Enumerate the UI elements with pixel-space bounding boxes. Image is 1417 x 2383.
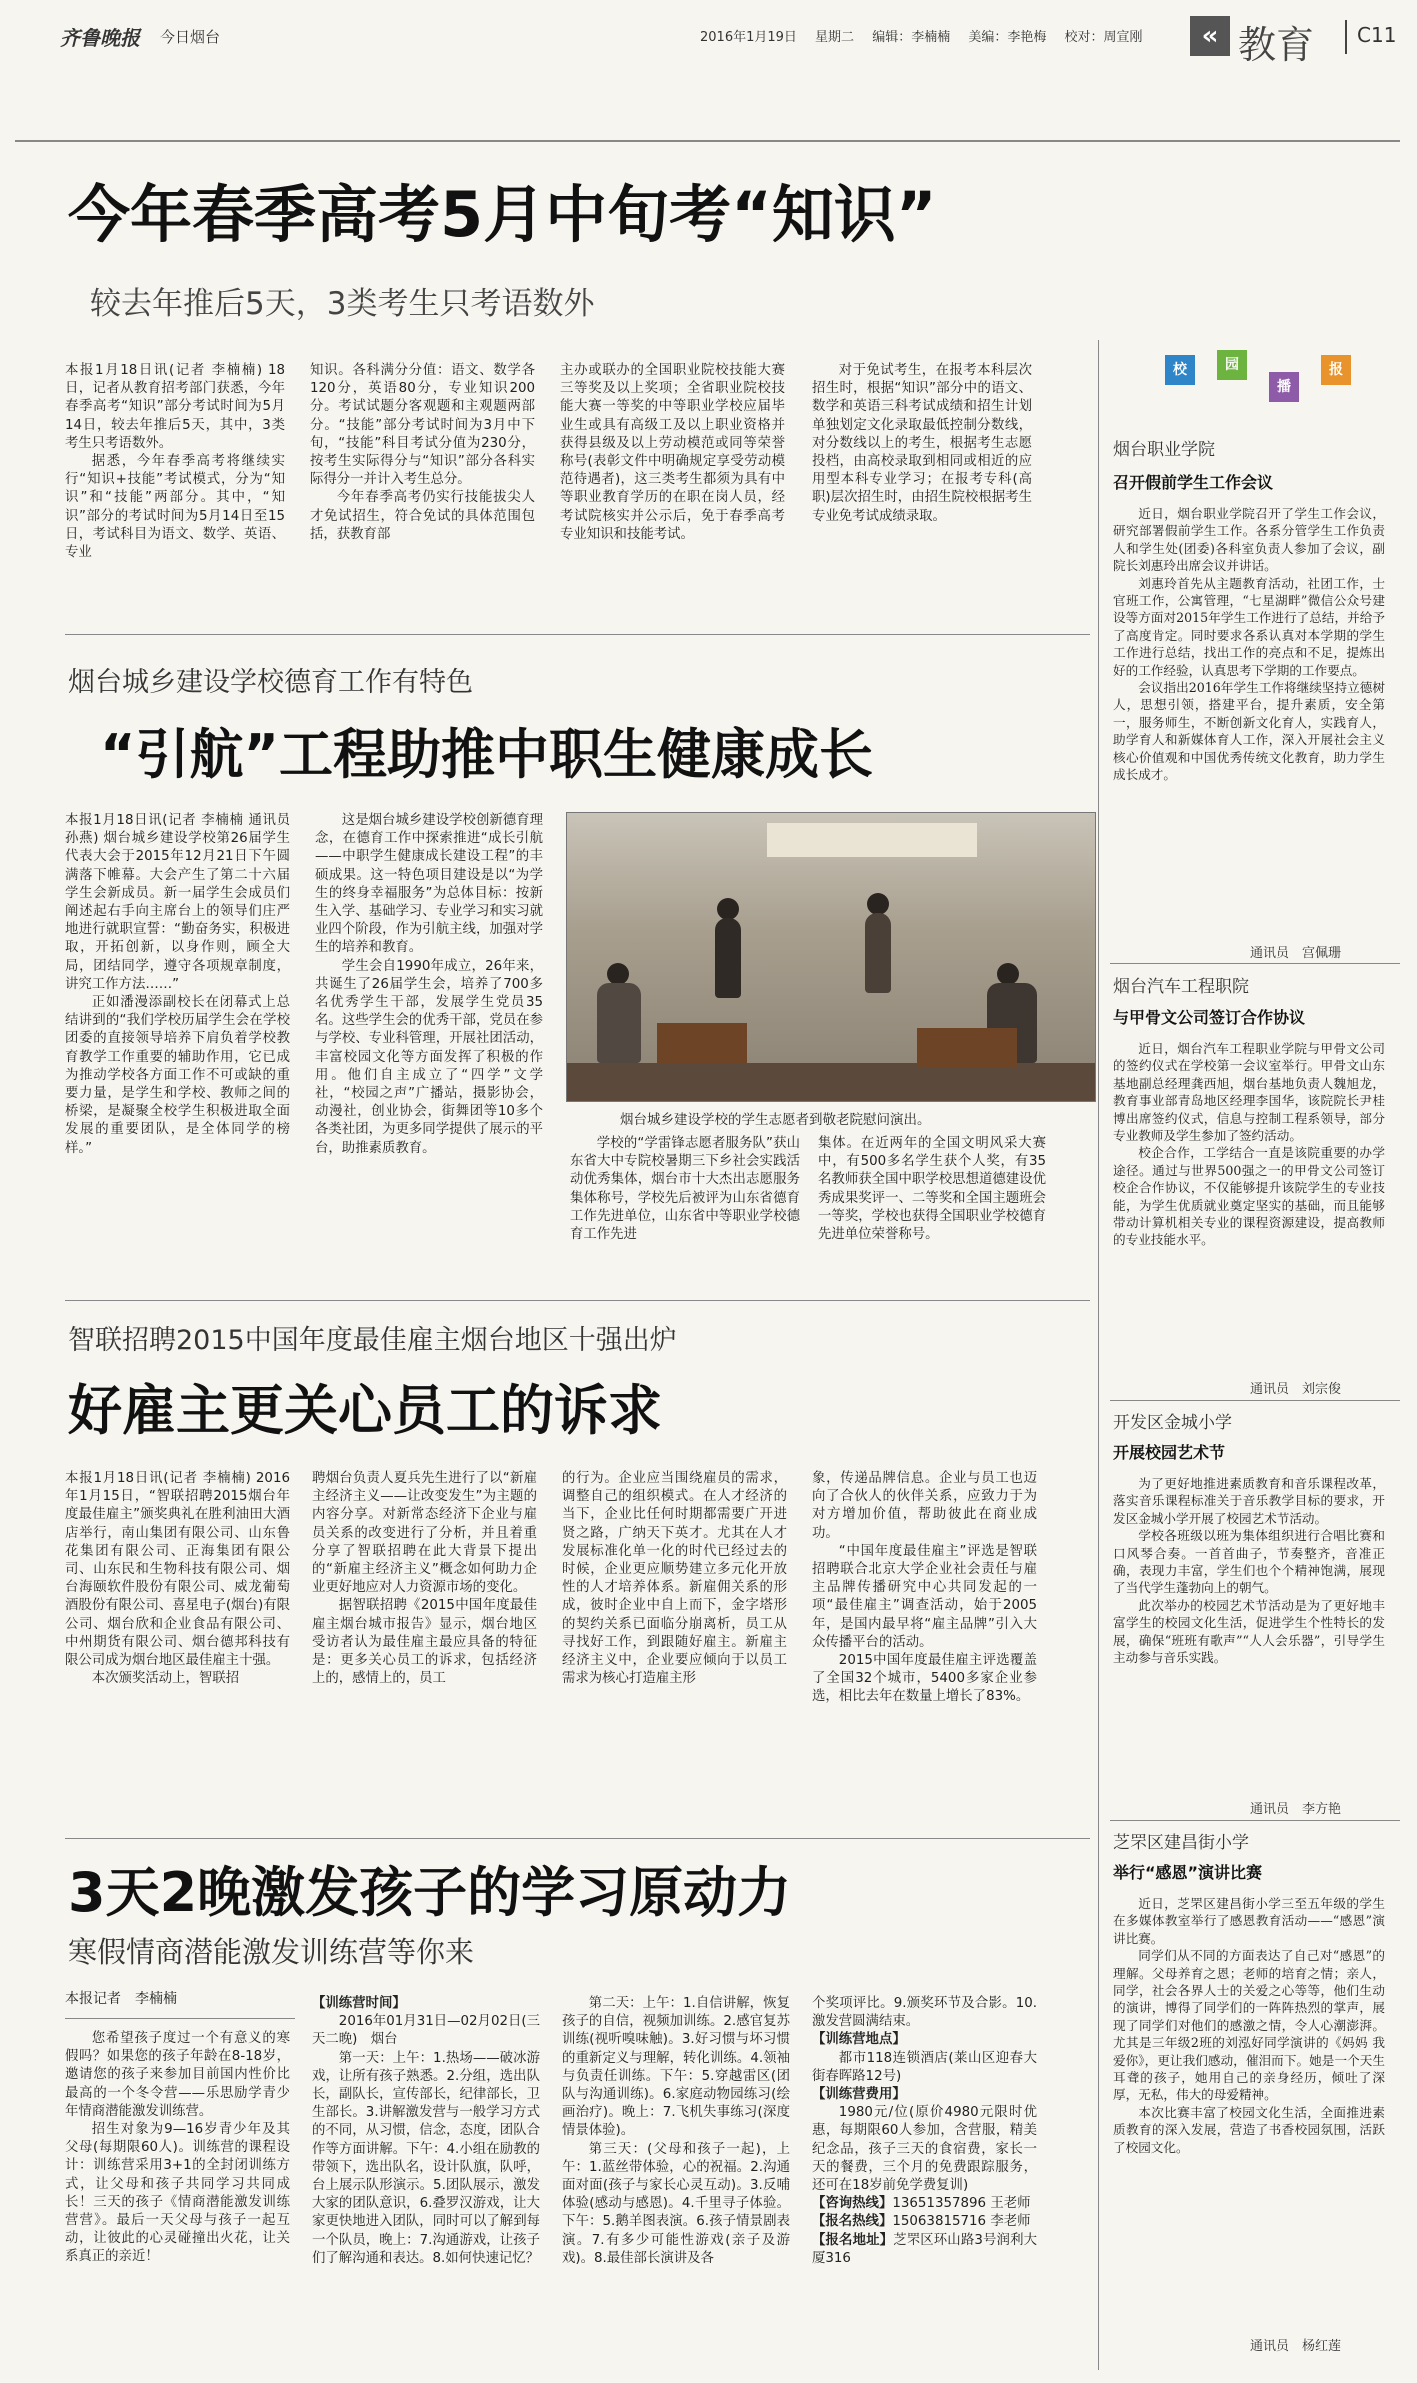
sidebar-item1-title: 与甲骨文公司签订合作协议: [1113, 1008, 1306, 1027]
sidebar-item3-p3: 本次比赛丰富了校园文化生活，全面推进素质教育的深入发展，营造了书香校园氛围，活跃了校园文化。: [1113, 2104, 1385, 2155]
designer-credit: 美编：李艳梅: [968, 30, 1047, 45]
article4-col3-day3: 第三天：(父母和孩子一起)，上午：1.蓝丝带体验，心的祝福。2.沟通面对面(孩子与家长心灵互动)。3.反哺体验(感动与感恩)。4.千里寻子体验。下午：5.鹅羊图表演。6.孩子情景剧表演。7.有多少可能性游戏(亲子及游戏)。8.最佳部长演讲及各: [562, 2141, 790, 2266]
label-camp-fee: 【训练营费用】: [812, 2087, 906, 2103]
sidebar-item2-school: 开发区金城小学: [1113, 1413, 1232, 1433]
sidebar-divider: [1110, 1400, 1400, 1401]
article3-kicker: 智联招聘2015中国年度最佳雇主烟台地区十强出炉: [68, 1325, 677, 1356]
article1-subhead: 较去年推后5天，3类考生只考语数外: [90, 286, 595, 322]
photo-figure: [597, 983, 641, 1063]
article3-col4-p3: 2015中国年度最佳雇主评选覆盖了全国32个城市，5400多家企业参选，相比去年在数量上增长了83%。: [812, 1653, 1037, 1705]
section-name: 今日烟台: [160, 28, 221, 46]
sidebar-item3-school: 芝罘区建昌街小学: [1113, 1833, 1249, 1853]
article1-col2-p2: 今年春季高考仍实行技能拔尖人才免试招生，符合免试的具体范围包括，获教育部: [310, 490, 535, 542]
article4-subhead: 寒假情商潜能激发训练营等你来: [68, 1935, 475, 1969]
article4-byline-box: [65, 1990, 295, 2012]
article2-photo: [566, 812, 1096, 1102]
sidebar-item0-p1: 近日，烟台职业学院召开了学生工作会议，研究部署假前学生工作。各系分管学生工作负责人和学生处(团委)各科室负责人参加了会议，副院长刘惠玲出席会议并讲话。: [1113, 506, 1385, 574]
paper-logo: 齐鲁晚报: [60, 26, 140, 50]
sidebar-item1-p1: 近日，烟台汽车工程职业学院与甲骨文公司的签约仪式在学校第一会议室举行。甲骨文山东基地副总经理龚西旭，烟台基地负责人魏旭龙，教育事业部青岛地区经理李国华，该院院长尹桂博出席签约仪式，信息与控制工程系领导，部分专业教师及学生参加了签约活动。: [1113, 1041, 1385, 1144]
signup-value: 15063815716 李老师: [892, 2214, 1031, 2230]
sidebar-item2-p1: 为了更好地推进素质教育和音乐课程改革，落实音乐课程标准关于音乐教学目标的要求，开发区金城小学开展了校园艺术节活动。: [1113, 1476, 1385, 1526]
article4-col2-time: 2016年01月31日—02月02日(三天二晚) 烟台: [312, 2014, 540, 2048]
article4-col2: [312, 1995, 540, 2370]
article2-col4: [818, 1135, 1046, 1285]
sidebar-item3-title: 举行“感恩”演讲比赛: [1113, 1863, 1263, 1882]
article3-headline: 好雇主更关心员工的诉求: [68, 1379, 662, 1442]
sidebar-item3-reporter: 通讯员 杨红莲: [1250, 2339, 1342, 2354]
section-title: 教育: [1238, 23, 1315, 67]
label-address: 【报名地址】: [812, 2232, 894, 2248]
sidebar-item3-p2: 同学们从不同的方面表达了自己对“感恩”的理解。父母养育之恩；老师的培育之情；亲人，同学，社会各界人士的关爱之心等等，他们生动的演讲，博得了同学们的一阵阵热烈的掌声，展现了同学们对他们的感激之情，令人心潮澎湃。尤其是三年级2班的刘泓好同学演讲的《妈妈 我爱你》，更让我们感动，催泪而下。她是一个天生耳聋的孩子，她用自己的亲身经历，倾吐了深厚，无私，伟大的母爱精神。: [1113, 1948, 1385, 2103]
photo-figure-head: [607, 963, 629, 985]
photo-figure: [865, 913, 891, 993]
article3-col2-p1: 聘烟台负责人夏兵先生进行了以“新雇主经济主义——让改变发生”为主题的内容分享。对新常态经济下企业与雇员关系的改变进行了分析，并且着重分享了智联招聘在此大背景下提出的“新雇主经济主义”概念如何助力企业更好地应对人力资源市场的变化。: [312, 1471, 537, 1596]
article1-col2-p1: 知识。各科满分分值：语文、数学各120分，英语80分，专业知识200分。考试试题分客观题和主观题两部分。“技能”部分考试时间为3月中下旬，“技能”科目考试分值为230分，按考生实际得分与“知识”部分各科实际得分一并计入考生总分。: [310, 363, 535, 488]
article1-col3-p1: 主办或联办的全国职业院校技能大赛三等奖及以上奖项；全省职业院校技能大赛一等奖的中等职业学校应届毕业生或具有高级工及以上职业资格并获得县级及以上劳动模范或同等荣誉称号(表彰文件中明确规定享受劳动模范待遇者)，这三类考生都须为具有中等职业教育学历的在职在岗人员，经考试院核实并公示后，免于春季高考专业知识和技能考试。: [560, 363, 785, 542]
sidebar-item2-p2: 学校各班级以班为集体组织进行合唱比赛和口风琴合奏。一首首曲子，节奏整齐，音准正确，表现力丰富，学生们也个个精神饱满，展现了当代学生蓬勃向上的朝气。: [1113, 1528, 1385, 1596]
sidebar-item3-p1: 近日，芝罘区建昌街小学三至五年级的学生在多媒体教室举行了感恩教育活动——“感恩”演讲比赛。: [1113, 1896, 1385, 1946]
article3-col4-p1: 象，传递品牌信息。企业与员工也迈向了合伙人的伙伴关系，应致力于为对方增加价值，帮助彼此在商业成功。: [812, 1471, 1037, 1541]
article4-col4: [812, 1995, 1037, 2370]
article2-col3: [570, 1135, 800, 1285]
article3-col2: [312, 1470, 537, 1850]
article4-col4-place: 都市118连锁酒店(莱山区迎春大街春晖路12号): [812, 2050, 1037, 2084]
divider-2: [65, 1300, 1090, 1301]
article3-col3-p1: 的行为。企业应当围绕雇员的需求，调整自己的组织模式。在人才经济的当下，企业比任何时期都需要广开进贤之路，广纳天下英才。尤其在人才发展标准化单一化的时代已经过去的时候，企业更应顺势建立多元化开放性的人才培养体系。新雇佣关系的形成，彼时企业中自上而下，金字塔形的契约关系已面临分崩离析，员工从寻找好工作，到跟随好雇主。新雇主经济主义中，企业要应倾向于以员工需求为核心打造雇主形: [562, 1471, 787, 1687]
sidebar-item1-body: [1113, 1040, 1385, 1375]
divider-1: [65, 634, 1090, 635]
sidebar-item2-p3: 此次举办的校园艺术节活动是为了更好地丰富学生的校园文化生活，促进学生个性特长的发展，确保“班班有歌声”“人人会乐器”，引导学生主动参与音乐实践。: [1113, 1597, 1385, 1666]
photo-figure-head: [717, 898, 739, 920]
top-rule: [15, 140, 1400, 142]
label-camp-place: 【训练营地点】: [812, 2032, 906, 2048]
article1-headline: 今年春季高考5月中旬考“知识”: [68, 178, 937, 251]
photo-chair: [657, 1023, 747, 1063]
article3-col1: [65, 1470, 290, 1850]
sidebar-item1-reporter: 通讯员 刘宗俊: [1250, 1382, 1342, 1397]
label-camp-time: 【训练营时间】: [312, 1996, 406, 2011]
article2-col2-p2: 学生会自1990年成立，26年来，共诞生了26届学生会，培养了700多名优秀学生干部，发展学生党员35名。这些学生会的优秀干部，党员在参与学校、专业科管理，开展社团活动，丰富校园文化等方面发挥了积极的作用。他们自主成立了“四学”文学社，“校园之声”广播站，摄影协会，动漫社，创业协会，街舞团等10多个各类社团，为更多同学提供了展示的平台，助推素质教育。: [315, 958, 543, 1156]
article1-col1-p1: 本报1月18日讯(记者 李楠楠) 18日，记者从教育招考部门获悉，今年春季高考“知识”部分考试时间为5月14日，较去年推后5天，其中，3类考生只考语数外。: [65, 363, 285, 451]
sidebar-item2-title: 开展校园艺术节: [1113, 1443, 1226, 1462]
article1-col2: [310, 362, 535, 612]
article1-col3: [560, 362, 785, 612]
chevron-left-icon: «: [1190, 16, 1230, 56]
article2-kicker: 烟台城乡建设学校德育工作有特色: [68, 667, 473, 698]
article4-col4-p1: 个奖项评比。9.颁奖环节及合影。10.激发营圆满结束。: [812, 1996, 1037, 2030]
badge-xiao: 校: [1165, 355, 1195, 385]
article3-col1-p1: 本报1月18日讯(记者 李楠楠) 2016年1月15日，“智联招聘2015烟台年度最佳雇主”颁奖典礼在胜利油田大酒店举行，南山集团有限公司、山东鲁花集团有限公司、正海集团有限公司、山东民和生物科技有限公司、烟台海颐软件股份有限公司、威龙葡萄酒股份有限公司、喜星电子(烟台)有限公司、烟台欣和企业食品有限公司、中州期货有限公司、烟台德邦科技有限公司成为烟台地区最佳雇主十强。: [65, 1471, 290, 1669]
article2-col4-p1: 集体。在近两年的全国文明风采大赛中，有500多名学生获个人奖，有35名教师获全国中职学校思想道德建设优秀成果奖评一、二等奖和全国主题班会一等奖，学校也获得全国职业学校德育先进单位荣誉称号。: [818, 1136, 1046, 1243]
sidebar-item3-body: [1113, 1895, 1385, 2325]
page-number: C11: [1345, 20, 1396, 54]
photo-chair: [917, 1028, 1017, 1068]
article3-col1-p2: 本次颁奖活动上，智联招: [91, 1671, 240, 1687]
article2-photo-caption: 烟台城乡建设学校的学生志愿者到敬老院慰问演出。: [620, 1112, 931, 1128]
sidebar-item0-title: 召开假前学生工作会议: [1113, 473, 1274, 492]
photo-figure-head: [997, 963, 1019, 985]
article4-col1-p1: 您希望孩子度过一个有意义的寒假吗？如果您的孩子年龄在8-18岁，邀请您的孩子来参加目前国内性价比最高的一个冬令营——乐思励学青少年情商潜能激发训练营。: [65, 2031, 290, 2119]
photo-foreground: [567, 1063, 1096, 1102]
editor-credit: 编辑：李楠楠: [872, 30, 951, 45]
article2-headline: “引航”工程助推中职生健康成长: [100, 723, 873, 786]
article1-col4: [812, 362, 1032, 612]
article2-col3-p1: 学校的“学雷锋志愿者服务队”获山东省大中专院校暑期三下乡社会实践活动优秀集体，烟台市十大杰出志愿服务集体称号，学校先后被评为山东省德育工作先进单位，山东省中等职业学校德育工作先进: [570, 1136, 800, 1243]
article4-col2-day1: 第一天：上午：1.热场——破冰游戏，让所有孩子熟悉。2.分组，选出队长，副队长，宣传部长，纪律部长，卫生部长。3.讲解激发营与一般学习方式的不同，从习惯，信念，态度，团队合作等方面讲解。下午：4.小组在励教的带领下，选出队名，设计队旗，队呼，台上展示队形演示。5.团队展示，激发大家的团队意识，6.叠罗汉游戏，让大家更快地进入团队，同时可以了解到每一个队员，晚上：7.沟通游戏，让孩子们了解沟通和表达。8.如何快速记忆？: [312, 2050, 540, 2266]
label-signup: 【报名热线】: [812, 2214, 893, 2230]
sidebar-item0-body: [1113, 505, 1385, 935]
sidebar-item0-reporter: 通讯员 宫佩珊: [1250, 946, 1342, 961]
article2-col1-p1: 本报1月18日讯(记者 李楠楠 通讯员 孙燕) 烟台城乡建设学校第26届学生代表大会于2015年12月21日下午圆满落下帷幕。大会产生了第二十六届学生会新成员。新一届学生会成员们阐述起右手向主席台上的领导们庄严地进行就职宣誓：“勤奋务实，积极进取，开拓创新，以身作则，顾全大局，团结同学，遵守各项规章制度，讲究工作方法……”: [65, 813, 290, 992]
article4-col4-fee: 1980元/位(原价4980元限时优惠，每期限60人参加，含营服，精美纪念品，孩子三天的食宿费，家长一天的餐费，三个月的免费跟踪服务，还可在18岁前免学费复训): [812, 2105, 1037, 2194]
article1-col1: [65, 362, 285, 612]
sidebar-badges: [1165, 350, 1365, 410]
article3-col4-p2: “中国年度最佳雇主”评选是智联招聘联合北京大学企业社会责任与雇主品牌传播研究中心共同发起的一项“最佳雇主”调查活动，始于2005年，是国内最早将“雇主品牌”引入大众传播平台的活动。: [812, 1543, 1037, 1650]
article4-col3: [562, 1995, 790, 2370]
photo-figure-head: [867, 893, 889, 915]
article4-headline: 3天2晚激发孩子的学习原动力: [68, 1861, 792, 1924]
article2-col1-p2: 正如潘漫添副校长在闭幕式上总结讲到的“我们学校历届学生会在学校团委的直接领导培养下肩负着学校教育教学工作重要的辅助作用，它已成为推动学校各方面工作不可或缺的重要力量，是学生和学校、教师之间的桥梁，是凝聚全校学生积极进取全面发展的重要团队，是全体同学的榜样。”: [65, 995, 290, 1156]
photo-banner: [767, 823, 977, 857]
sidebar-rule: [1098, 340, 1099, 2370]
article4-byline: 本报记者 李楠楠: [65, 1991, 177, 2007]
address-value: 芝罘区环山路3号润利大厦316: [812, 2232, 1037, 2266]
sidebar-divider: [1110, 1820, 1400, 1821]
divider-3: [65, 1838, 1090, 1839]
badge-bo: 播: [1269, 372, 1299, 402]
masthead: [60, 14, 1400, 74]
badge-bao: 报: [1321, 355, 1351, 385]
article3-col2-p2: 据智联招聘《2015中国年度最佳雇主烟台城市报告》显示，烟台地区受访者认为最佳雇主最应具备的特征是：更多关心员工的诉求，包括经济上的，感情上的，员工: [312, 1598, 537, 1687]
article2-col2-p1: 这是烟台城乡建设学校创新德育理念，在德育工作中探索推进“成长引航——中职学生健康成长建设工程”的丰硕成果。这一特色项目建设是以“为学生的终身幸福服务”为总体目标：按新生入学、基础学习、专业学习和实习就业四个阶段，作为引航主线，加强对学生的培养和教育。: [315, 813, 543, 956]
article4-col1-p2: 招生对象为9—16岁青少年及其父母(每期限60人)。训练营的课程设计：训练营采用3+1的全封闭训练方式，让父母和孩子共同学习共同成长！三天的孩子《情商潜能激发训练营营》。最后一天父母与孩子一起互动，让彼此的心灵碰撞出火花，让关系真正的亲近！: [65, 2122, 290, 2265]
article2-col2: [315, 812, 543, 1282]
label-hotline: 【咨询热线】: [812, 2196, 893, 2212]
sidebar-item0-p3: 会议指出2016年学生工作将继续坚持立德树人，思想引领，搭建平台，提升素质，安全第一，服务师生，不断创新文化育人，实践育人，助学育人和新媒体育人工作，深入开展社会主义核心价值观和中国优秀传统文化教育，助力学生成长成才。: [1113, 680, 1385, 783]
article2-col1: [65, 812, 290, 1282]
article1-col4-p1: 对于免试考生，在报考本科层次招生时，根据“知识”部分中的语文、数学和英语三科考试成绩和招生计划单独划定文化录取最低控制分数线，对分数线以上的考生，根据考生志愿投档，由高校录取到相同或相近的应用型本科专业学习；在报考专科(高职)层次招生时，由招生院校根据考生专业免考试成绩录取。: [812, 363, 1032, 524]
sidebar-item1-p2: 校企合作，工学结合一直是该院重要的办学途径。通过与世界500强之一的甲骨文公司签订校企合作协议，不仅能够提升该院学生的专业技能，为学生优质就业奠定坚实的基础，而且能够带动计算机相关专业的课程资源建设，提高教师的专业技能水平。: [1113, 1145, 1385, 1248]
article3-col4: [812, 1470, 1037, 1850]
article4-col3-day2: 第二天：上午：1.自信讲解，恢复孩子的自信，视频加训练。2.感官复苏训练(视听嗅味触)。3.好习惯与坏习惯的重新定义与理解，转化训练。4.领袖与负责任训练。下午：5.穿越雷区(团队与沟通训练)。6.家庭动物园练习(绘画治疗)。晚上：7.飞机失事练习(深度情景体验)。: [562, 1996, 790, 2139]
proof-credit: 校对：周宣刚: [1064, 30, 1143, 45]
sidebar-item2-body: [1113, 1475, 1385, 1795]
badge-yuan: 园: [1217, 350, 1247, 380]
article4-col1: [65, 2030, 290, 2370]
issue-weekday: 星期二: [815, 30, 855, 45]
sidebar-divider: [1110, 963, 1400, 964]
sidebar-item0-p2: 刘惠玲首先从主题教育活动，社团工作，士官班工作，公寓管理，“七星湖畔”微信公众号建设等方面对2015年学生工作进行了总结，并给予了高度肯定。同时要求各系认真对本学期的学生工作进行总结，找出工作的亮点和不足，提炼出好的工作经验，认真思考下学期的工作要点。: [1113, 575, 1385, 678]
hotline-value: 13651357896 王老师: [892, 2196, 1031, 2212]
byline-rule: [65, 2018, 295, 2019]
issue-date: 2016年1月19日: [700, 30, 797, 45]
article3-col3: [562, 1470, 787, 1850]
sidebar-item2-reporter: 通讯员 李方艳: [1250, 1802, 1342, 1817]
article1-col1-p2: 据悉，今年春季高考将继续实行“知识+技能”考试模式，分为“知识”和“技能”两部分。其中，“知识”部分的考试时间为5月14日至15日，考试科目为语文、数学、英语、专业: [65, 454, 285, 561]
sidebar-item1-school: 烟台汽车工程职院: [1113, 977, 1249, 997]
issue-meta: [700, 26, 1157, 45]
sidebar-item0-school: 烟台职业学院: [1113, 440, 1215, 460]
photo-figure: [715, 918, 741, 998]
